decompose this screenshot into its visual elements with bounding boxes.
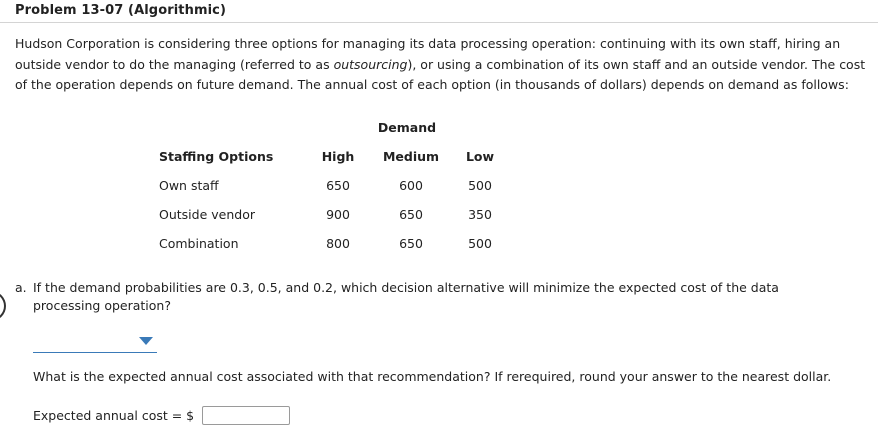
table-cell: 650 bbox=[326, 178, 350, 193]
caret-down-icon[interactable] bbox=[139, 337, 153, 345]
row-option-label: Combination bbox=[159, 236, 239, 251]
table-cell: 350 bbox=[468, 207, 492, 222]
table-cell: 500 bbox=[468, 178, 492, 193]
table-row bbox=[152, 229, 503, 258]
staffing-options-header: Staffing Options bbox=[159, 149, 274, 164]
problem-intro bbox=[15, 34, 870, 96]
table-group-header-row bbox=[152, 113, 503, 142]
question-a-text: If the demand probabilities are 0.3, 0.5, and 0.2, which decision alternative will minimize the expected cost of the data processing operation? bbox=[33, 280, 779, 313]
question-a-followup: What is the expected annual cost associated with that recommendation? If rerequired, round your answer to the nearest dollar. bbox=[33, 369, 832, 384]
table-cell: 600 bbox=[399, 178, 423, 193]
table-cell: 500 bbox=[468, 236, 492, 251]
question-focus-bracket bbox=[0, 291, 6, 321]
column-header-high: High bbox=[321, 149, 355, 164]
column-header-medium: Medium bbox=[382, 149, 440, 164]
question-a-letter: a. bbox=[15, 280, 27, 295]
answer-row bbox=[33, 405, 290, 426]
row-option-label: Outside vendor bbox=[159, 207, 255, 222]
table-cell: 650 bbox=[399, 236, 423, 251]
table-cell: 650 bbox=[399, 207, 423, 222]
cost-table bbox=[152, 113, 503, 258]
column-header-low: Low bbox=[465, 149, 495, 164]
intro-text-1: Hudson Corporation is considering three options for managing its data processing operation: continuing with its own staff, hiring an outside vendor to do the managing (referred to as bbox=[15, 36, 841, 72]
table-row bbox=[152, 200, 503, 229]
problem-title: Problem 13-07 (Algorithmic) bbox=[15, 3, 227, 18]
row-option-label: Own staff bbox=[159, 178, 219, 193]
table-cell: 800 bbox=[326, 236, 350, 251]
expected-cost-label: Expected annual cost = $ bbox=[33, 408, 195, 423]
title-divider bbox=[0, 22, 878, 23]
decision-alternative-dropdown[interactable] bbox=[33, 334, 157, 353]
table-row bbox=[152, 171, 503, 200]
demand-group-header: Demand bbox=[377, 120, 437, 135]
intro-text-2: ), or using a combination of its own staff and an outside vendor. The cost of the operation depends on future demand. The annual cost of each option (in thousands of dollars) depends on demand as follows: bbox=[15, 56, 866, 92]
table-header-row bbox=[152, 142, 503, 171]
table-cell: 900 bbox=[326, 207, 350, 222]
intro-italic-term: outsourcing bbox=[333, 56, 408, 72]
question-a bbox=[15, 279, 845, 315]
expected-cost-input[interactable] bbox=[202, 406, 290, 425]
